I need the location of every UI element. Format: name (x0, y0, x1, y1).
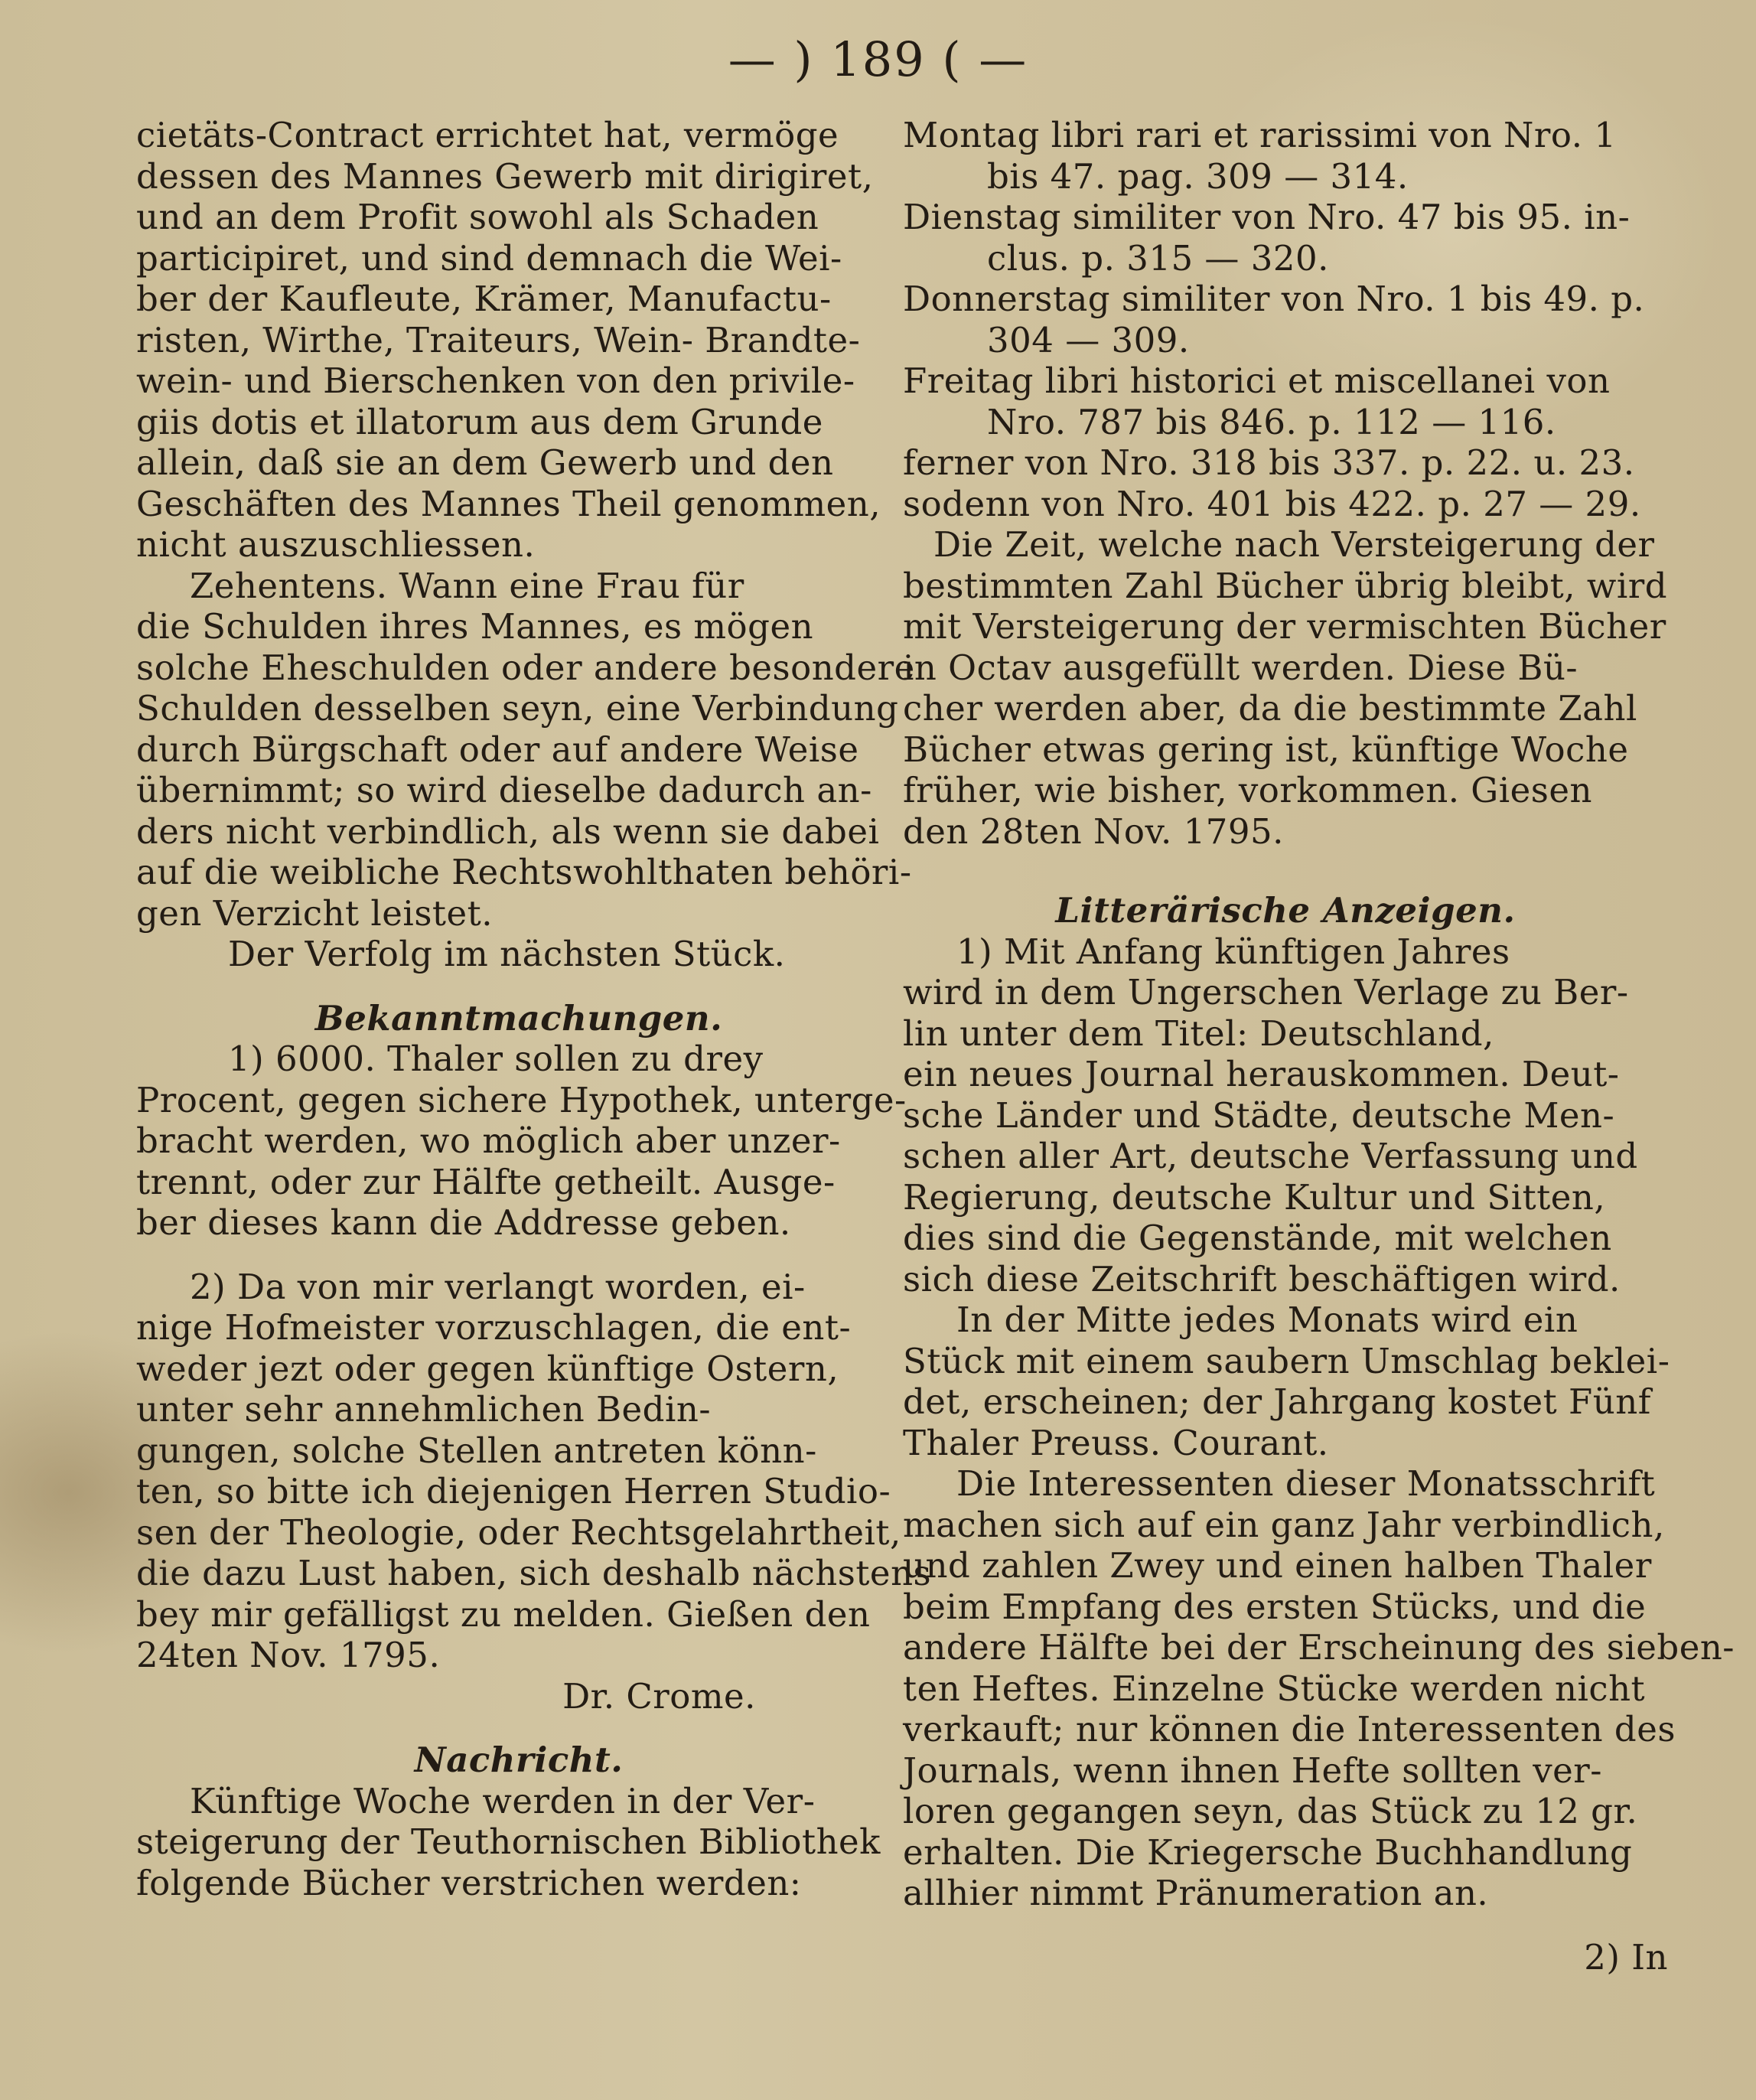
text-line: loren gegangen seyn, das Stück zu 12 gr. (903, 1791, 1638, 1831)
section-heading-bekanntmachungen: Bekanntmachungen. (314, 997, 723, 1039)
text-line: unter sehr annehmlichen Bedin- (136, 1389, 712, 1430)
paragraph-start: In der Mitte jedes Monats wird ein (956, 1299, 1578, 1340)
text-line: trennt, oder zur Hälfte getheilt. Ausge- (136, 1161, 836, 1202)
text-line: 304 — 309. (987, 319, 1190, 360)
text-line: die Schulden ihres Mannes, es mögen (136, 606, 814, 647)
text-line: Procent, gegen sichere Hypothek, unterge- (136, 1079, 907, 1120)
text-line: ber dieses kann die Addresse geben. (136, 1202, 791, 1243)
spacer (136, 975, 901, 998)
text-line: lin unter dem Titel: Deutschland, (903, 1012, 1494, 1054)
text-line: schen aller Art, deutsche Verfassung und (903, 1136, 1638, 1176)
text-line: det, erscheinen; der Jahrgang kostet Fünf (903, 1381, 1651, 1422)
signature: Dr. Crome. (562, 1675, 756, 1717)
text-line: Thaler Preuss. Courant. (903, 1422, 1329, 1463)
text-line: verkauft; nur können die Interessenten des (903, 1709, 1676, 1749)
text-line: dies sind die Gegenstände, mit welchen (903, 1218, 1612, 1258)
text-line: Montag libri rari et rarissimi von Nro. 1 (903, 115, 1617, 155)
text-line: erhalten. Die Kriegersche Buchhandlung (903, 1831, 1633, 1873)
text-line: allein, daß sie an dem Gewerb und den (136, 442, 834, 483)
text-line: gungen, solche Stellen antreten könn- (136, 1430, 817, 1471)
text-line: solche Eheschulden oder andere besondere (136, 647, 915, 688)
continuation-note: Der Verfolg im nächsten Stück. (228, 934, 786, 974)
catchword: 2) In (1584, 1936, 1668, 1978)
paragraph-start: Künftige Woche werden in der Ver- (190, 1780, 816, 1821)
text-line: bey mir gefälligst zu melden. Gießen den (136, 1593, 871, 1635)
text-line: Schulden desselben seyn, eine Verbindung (136, 688, 899, 729)
paragraph-start: Zehentens. Wann eine Frau für (190, 565, 744, 606)
paragraph-start: 1) 6000. Thaler sollen zu drey (228, 1039, 764, 1079)
spacer (136, 1717, 901, 1740)
text-line: nicht auszuschliessen. (136, 524, 536, 565)
text-line: die dazu Lust haben, sich deshalb nächstens (136, 1553, 932, 1593)
text-line: Regierung, deutsche Kultur und Sitten, (903, 1176, 1606, 1218)
text-line: und zahlen Zwey und einen halben Thaler (903, 1545, 1652, 1586)
text-line: ferner von Nro. 318 bis 337. p. 22. u. 23. (903, 442, 1635, 483)
text-line: 24ten Nov. 1795. (136, 1635, 441, 1675)
text-line: Geschäften des Mannes Theil genommen, (136, 483, 881, 524)
right-column (903, 115, 1735, 1978)
paragraph-start: Die Zeit, welche nach Versteigerung der (933, 524, 1655, 565)
text-line: sodenn von Nro. 401 bis 422. p. 27 — 29. (903, 483, 1641, 524)
text-line: bestimmten Zahl Bücher übrig bleibt, wird (903, 565, 1668, 606)
text-line: sche Länder und Städte, deutsche Men- (903, 1094, 1615, 1136)
page-header: — ) 189 ( — (728, 31, 1028, 87)
spacer (903, 1914, 1668, 1937)
text-line: den 28ten Nov. 1795. (903, 810, 1284, 852)
text-line: weder jezt oder gegen künftige Ostern, (136, 1348, 839, 1389)
text-line: Journals, wenn ihnen Hefte sollten ver- (903, 1749, 1603, 1791)
text-line: cietäts-Contract errichtet hat, vermöge (136, 115, 839, 155)
text-line: allhier nimmt Pränumeration an. (903, 1873, 1489, 1913)
text-line: in Octav ausgefüllt werden. Diese Bü- (903, 647, 1578, 688)
text-line: ten Heftes. Einzelne Stücke werden nicht (903, 1668, 1646, 1709)
text-line: bracht werden, wo möglich aber unzer- (136, 1120, 841, 1161)
spacer (903, 852, 1668, 890)
text-line: folgende Bücher verstrichen werden: (136, 1862, 802, 1903)
text-line: cher werden aber, da die bestimmte Zahl (903, 688, 1637, 729)
text-line: risten, Wirthe, Traiteurs, Wein- Brandte- (136, 319, 861, 360)
text-line: übernimmt; so wird dieselbe dadurch an- (136, 770, 872, 810)
left-column (136, 115, 932, 1903)
section-heading-litterarische-anzeigen: Litterärische Anzeigen. (1055, 890, 1516, 931)
paragraph-start: Die Interessenten dieser Monatsschrift (956, 1463, 1656, 1504)
text-line: ders nicht verbindlich, als wenn sie dabei (136, 810, 880, 852)
text-line: machen sich auf ein ganz Jahr verbindlich, (903, 1504, 1665, 1545)
text-line: Freitag libri historici et miscellanei von (903, 360, 1611, 401)
text-line: wird in dem Ungerschen Verlage zu Ber- (903, 972, 1629, 1012)
text-line: bis 47. pag. 309 — 314. (987, 155, 1409, 197)
text-line: wein- und Bierschenken von den privile- (136, 360, 855, 401)
text-line: andere Hälfte bei der Erscheinung des sieben- (903, 1627, 1735, 1668)
text-line: Bücher etwas gering ist, künftige Woche (903, 729, 1629, 770)
text-line: clus. p. 315 — 320. (987, 237, 1329, 279)
section-heading-nachricht: Nachricht. (414, 1740, 624, 1780)
text-line: participiret, und sind demnach die Wei- (136, 237, 842, 279)
text-line: ten, so bitte ich diejenigen Herren Studio- (136, 1471, 891, 1511)
text-line: auf die weibliche Rechtswohlthaten behöri- (136, 852, 912, 892)
paragraph-start: 2) Da von mir verlangt worden, ei- (190, 1266, 806, 1307)
paragraph-start: 1) Mit Anfang künftigen Jahres (956, 931, 1510, 972)
text-line: Nro. 787 bis 846. p. 112 — 116. (987, 401, 1556, 442)
text-line: und an dem Profit sowohl als Schaden (136, 197, 819, 237)
text-line: durch Bürgschaft oder auf andere Weise (136, 729, 859, 770)
text-line: Donnerstag similiter von Nro. 1 bis 49. p. (903, 279, 1645, 319)
text-line: beim Empfang des ersten Stücks, und die (903, 1586, 1647, 1627)
text-line: sen der Theologie, oder Rechtsgelahrtheit, (136, 1511, 901, 1553)
text-line: Dienstag similiter von Nro. 47 bis 95. in- (903, 197, 1631, 237)
text-line: früher, wie bisher, vorkommen. Giesen (903, 770, 1592, 810)
text-line: ein neues Journal herauskommen. Deut- (903, 1054, 1620, 1094)
text-line: giis dotis et illatorum aus dem Grunde (136, 401, 823, 442)
text-line: gen Verzicht leistet. (136, 892, 494, 934)
text-line: mit Versteigerung der vermischten Bücher (903, 606, 1666, 647)
text-line: nige Hofmeister vorzuschlagen, die ent- (136, 1307, 852, 1348)
spacer (136, 1244, 901, 1267)
text-line: dessen des Mannes Gewerb mit dirigiret, (136, 155, 874, 197)
text-line: sich diese Zeitschrift beschäftigen wird. (903, 1258, 1621, 1299)
text-line: steigerung der Teuthornischen Bibliothek (136, 1821, 881, 1862)
text-line: ber der Kaufleute, Krämer, Manufactu- (136, 279, 832, 319)
text-line: Stück mit einem saubern Umschlag beklei- (903, 1340, 1670, 1381)
